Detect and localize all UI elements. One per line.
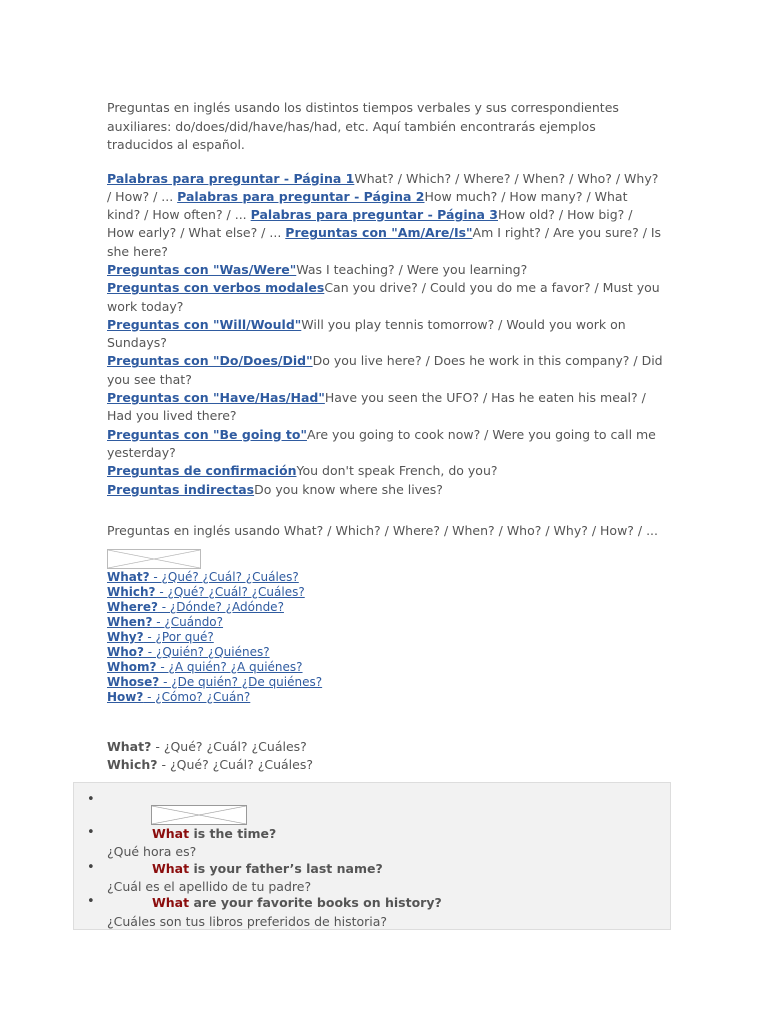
toc-entry: [107, 261, 663, 279]
toc-entry: [107, 352, 663, 389]
question-word: What?: [107, 569, 150, 584]
toc-examples: How old? / How big? / How early? / What else? / ...: [107, 207, 633, 241]
toc-examples: What? / Which? / Where? / When? / Who? / Why? / How? / ...: [107, 170, 659, 204]
question-word-link[interactable]: [107, 660, 663, 675]
bullet-icon: •: [87, 792, 95, 807]
bullet-icon: •: [87, 825, 95, 840]
toc-entry: [107, 279, 663, 316]
example-keyword: What: [152, 895, 190, 910]
toc-entry: [107, 426, 663, 463]
topic-index: [107, 170, 663, 499]
toc-link[interactable]: Palabras para preguntar - Página 2: [177, 188, 425, 204]
toc-entry: [107, 389, 663, 426]
definition-meaning: - ¿Qué? ¿Cuál? ¿Cuáles?: [157, 757, 313, 773]
bullet-icon: •: [87, 894, 95, 909]
question-meaning: - ¿Por qué?: [143, 629, 214, 644]
question-word: Why?: [107, 629, 144, 644]
toc-examples: Was I teaching? / Were you learning?: [296, 261, 528, 277]
toc-link[interactable]: Palabras para preguntar - Página 3: [250, 207, 498, 223]
question-word-link[interactable]: [107, 570, 663, 585]
definition-word: Which?: [107, 757, 158, 773]
question-meaning: - ¿De quién? ¿De quiénes?: [159, 674, 323, 689]
example-translation: ¿Cuál es el apellido de tu padre?: [107, 879, 312, 894]
example-keyword: What: [152, 826, 190, 841]
question-meaning: - ¿Dónde? ¿Adónde?: [157, 599, 284, 614]
definition-line: [107, 756, 663, 775]
question-word-link[interactable]: [107, 630, 663, 645]
definition-line: [107, 738, 663, 757]
question-word: When?: [107, 614, 153, 629]
question-meaning: - ¿Quién? ¿Quiénes?: [143, 644, 270, 659]
example-translation: ¿Qué hora es?: [107, 844, 197, 859]
section-subtitle: Preguntas en inglés usando What? / Which? / Where? / When? / Who? / Why? / How? / ...: [107, 522, 659, 538]
toc-link[interactable]: Palabras para preguntar - Página 1: [107, 170, 355, 186]
broken-image-icon: [107, 549, 201, 569]
toc-examples: You don't speak French, do you?: [296, 463, 498, 479]
question-meaning: - ¿Cuándo?: [152, 614, 224, 629]
example-translation: ¿Cuáles son tus libros preferidos de historia?: [107, 914, 388, 929]
question-word: Who?: [107, 644, 144, 659]
question-word: Whose?: [107, 674, 160, 689]
example-rest: is the time?: [189, 826, 277, 841]
question-word-link[interactable]: [107, 585, 663, 600]
example-question: [152, 826, 276, 841]
question-meaning: - ¿Qué? ¿Cuál? ¿Cuáles?: [149, 569, 299, 584]
example-question: [152, 861, 383, 876]
question-word: Where?: [107, 599, 158, 614]
example-rest: is your father’s last name?: [189, 861, 383, 876]
toc-examples: Have you seen the UFO? / Has he eaten his meal? / Had you lived there?: [107, 390, 646, 424]
example-question: [152, 895, 442, 910]
toc-entry: [107, 462, 663, 480]
question-word-link[interactable]: [107, 645, 663, 660]
question-word-link[interactable]: [107, 600, 663, 615]
toc-examples: Will you play tennis tomorrow? / Would you work on Sundays?: [107, 316, 626, 351]
toc-examples: Can you drive? / Could you do me a favor? / Must you work today?: [107, 280, 660, 314]
question-word: Whom?: [107, 659, 157, 674]
toc-entry: [107, 481, 663, 499]
broken-image-icon: [151, 805, 247, 825]
toc-examples: Are you going to cook now? / Were you going to call me yesterday?: [107, 426, 656, 460]
example-keyword: What: [152, 861, 190, 876]
toc-examples: How much? / How many? / What kind? / How often? / ...: [107, 188, 628, 223]
example-rest: are your favorite books on history?: [189, 895, 442, 910]
question-word-link[interactable]: [107, 615, 663, 630]
question-word-link[interactable]: [107, 675, 663, 690]
definition-word: What?: [107, 738, 152, 754]
toc-examples: Do you know where she lives?: [254, 481, 443, 497]
question-meaning: - ¿A quién? ¿A quiénes?: [156, 659, 303, 674]
toc-link[interactable]: Preguntas con "Have/Has/Had": [107, 390, 325, 406]
definitions: [107, 738, 663, 775]
toc-link[interactable]: Preguntas con "Will/Would": [107, 316, 302, 332]
question-meaning: - ¿Cómo? ¿Cuán?: [143, 689, 251, 704]
bullet-icon: •: [87, 860, 95, 875]
article-body: [107, 99, 663, 775]
toc-link[interactable]: Preguntas indirectas: [107, 481, 255, 497]
toc-link[interactable]: Preguntas con "Am/Are/Is": [285, 225, 473, 241]
toc-link[interactable]: Preguntas con "Do/Does/Did": [107, 353, 313, 369]
toc-link[interactable]: Preguntas con "Was/Were": [107, 261, 297, 277]
definition-meaning: - ¿Qué? ¿Cuál? ¿Cuáles?: [151, 738, 307, 754]
toc-entry: [107, 316, 663, 353]
toc-examples: Do you live here? / Does he work in this company? / Did you see that?: [107, 353, 663, 387]
question-word-link[interactable]: [107, 690, 663, 705]
intro-paragraph: Preguntas en inglés usando los distintos tiempos verbales y sus correspondientes auxiliares: do/does/did/have/has/had, etc. Aquí también encontrarás ejemplos traducidos al español.: [107, 100, 619, 152]
toc-examples: Am I right? / Are you sure? / Is she here?: [107, 225, 662, 259]
toc-link[interactable]: Preguntas de confirmación: [107, 463, 297, 479]
question-meaning: - ¿Qué? ¿Cuál? ¿Cuáles?: [155, 584, 305, 599]
question-word-links: [107, 570, 663, 705]
question-word: How?: [107, 689, 144, 704]
question-word: Which?: [107, 584, 156, 599]
toc-link[interactable]: Preguntas con "Be going to": [107, 426, 307, 442]
toc-link[interactable]: Preguntas con verbos modales: [107, 280, 325, 296]
